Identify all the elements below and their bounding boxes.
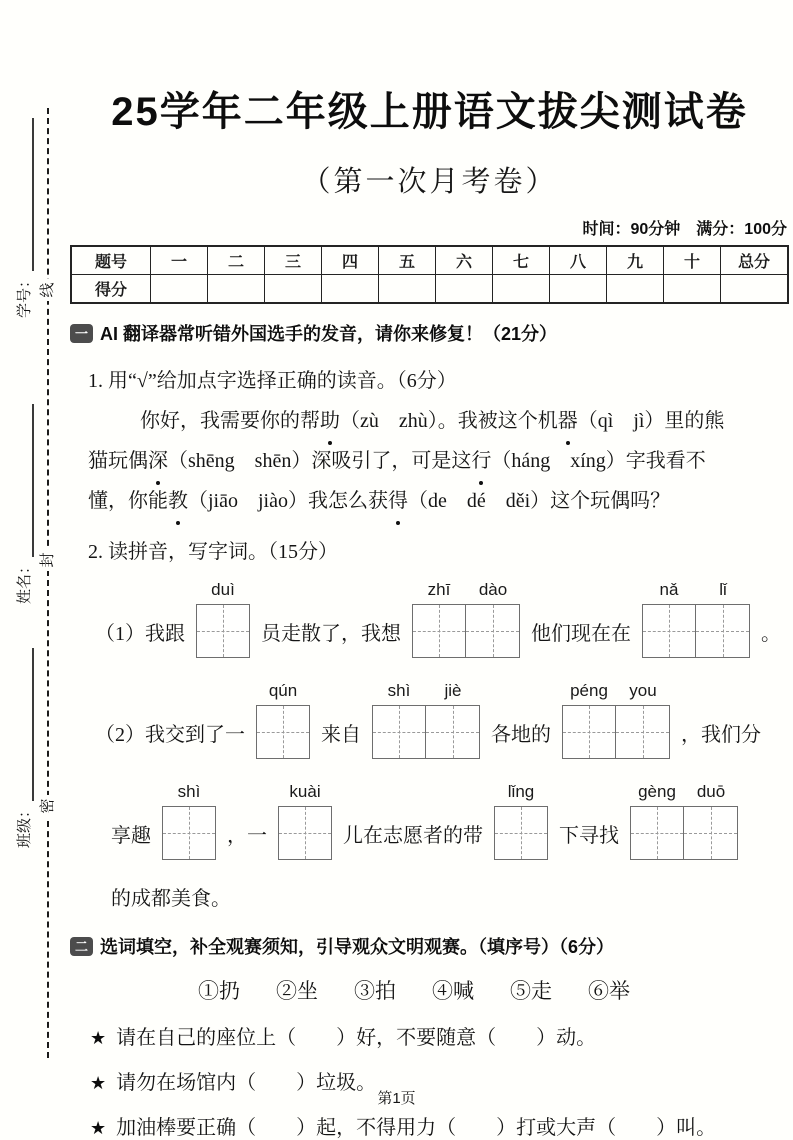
writing-boxes: [372, 705, 480, 759]
word-option: ③拍: [354, 979, 396, 1003]
writing-boxes: [494, 806, 548, 860]
row-text: 的成都美食。: [111, 888, 231, 910]
writing-box: [494, 806, 548, 860]
passage-text: 懂，你能: [88, 490, 168, 512]
score-cell: [493, 275, 550, 304]
class-label: 班级：: [16, 802, 33, 848]
word-option: ⑤走: [510, 979, 552, 1003]
writing-box: [372, 705, 426, 759]
field-student-id: [10, 118, 34, 318]
writing-boxes: [630, 806, 738, 860]
pinyin-label: [372, 681, 480, 701]
score-cell: [664, 275, 721, 304]
writing-boxes: [256, 705, 310, 759]
score-cell: [721, 275, 789, 304]
answer-box-group: [278, 782, 332, 860]
question-1-passage: [88, 401, 773, 521]
row-text: 下寻找: [559, 824, 619, 847]
pinyin-syllable: gèng: [638, 782, 676, 801]
pinyin-syllable: kuài: [289, 782, 321, 801]
section-two-badge: 二: [70, 937, 93, 956]
pinyin-row: [92, 681, 789, 759]
row-text: 员走散了，我想: [261, 622, 401, 645]
notice-bullet: [90, 1066, 789, 1095]
pinyin-row: [108, 782, 789, 860]
answer-box-group: [196, 580, 250, 658]
score-header-row: [71, 246, 788, 275]
row-text: 他们现在在: [531, 622, 631, 645]
word-option: ④喊: [432, 979, 474, 1003]
seal-char-secret: 密: [38, 795, 58, 817]
dotted-char: 深: [148, 441, 168, 481]
pinyin-label: [630, 782, 738, 802]
passage-text: （jiāo jiào）我怎么获: [188, 490, 388, 512]
passage-text: 猫玩偶: [88, 450, 148, 472]
score-cell: [436, 275, 493, 304]
section-two-title: 选词填空，补全观赛须知，引导观众文明观赛。（填序号）（6分）: [100, 937, 615, 957]
page-footer: 第1页: [377, 1090, 416, 1107]
writing-box: [642, 604, 696, 658]
section-two-header: [70, 933, 789, 959]
pinyin-label: [196, 580, 250, 600]
row-text: 。: [761, 622, 781, 645]
dotted-char: 行: [471, 441, 491, 481]
writing-box: [562, 705, 616, 759]
answer-box-group: [162, 782, 216, 860]
row-text: ，我们分: [681, 723, 761, 746]
pinyin-row: [108, 882, 789, 911]
word-option: ⑥举: [588, 979, 630, 1003]
passage-text: （qì jì）里的熊: [577, 410, 725, 432]
field-class: [10, 648, 34, 848]
score-cell: [379, 275, 436, 304]
student-id-blank: [8, 118, 34, 271]
pinyin-syllable: duō: [696, 782, 726, 801]
row-text: 享趣: [111, 824, 151, 847]
bullet-text: 加油棒要正确（ ）起，不得用力（ ）打或大声（ ）叫。: [116, 1117, 717, 1139]
student-name-blank: [8, 404, 34, 557]
passage-text: （háng xíng）字我看不: [491, 450, 706, 472]
score-column: 总分: [721, 246, 789, 275]
writing-box: [162, 806, 216, 860]
pinyin-syllable: lǐng: [507, 782, 535, 801]
pinyin-syllable: dào: [478, 580, 508, 599]
passage-line: [88, 401, 773, 441]
answer-box-group: [372, 681, 480, 759]
answer-box-group: [630, 782, 738, 860]
dotted-char: 器: [558, 401, 578, 441]
seal-char-seal: 封: [38, 549, 58, 571]
score-column: 六: [436, 246, 493, 275]
writing-boxes: [196, 604, 250, 658]
star-icon: ★: [90, 1073, 107, 1093]
question-2-label: 2. 读拼音，写字词。（15分）: [88, 541, 338, 563]
pinyin-syllable: lǐ: [719, 580, 727, 599]
writing-boxes: [642, 604, 750, 658]
writing-boxes: [412, 604, 520, 658]
student-name-label: 姓名：: [16, 558, 33, 604]
student-id-label: 学号：: [16, 272, 33, 318]
score-row-label: 得分: [71, 275, 151, 304]
pinyin-syllable: péng: [570, 681, 608, 700]
answer-box-group: [494, 782, 548, 860]
star-icon: ★: [90, 1118, 107, 1138]
score-cell: [550, 275, 607, 304]
seal-dashed-line: [47, 108, 49, 1058]
notice-bullet: [90, 1021, 789, 1050]
pinyin-row: [92, 580, 789, 658]
passage-text: （de dé děi）这个玩偶吗？: [407, 490, 671, 512]
section-one-badge: 一: [70, 324, 93, 343]
bullet-text: 请在自己的座位上（ ）好，不要随意（ ）动。: [116, 1027, 597, 1049]
word-option: ①扔: [198, 979, 240, 1003]
writing-box: [630, 806, 684, 860]
word-options: [198, 975, 789, 1005]
writing-box: [696, 604, 750, 658]
pinyin-syllable: shì: [387, 681, 411, 700]
pinyin-syllable: jiè: [444, 681, 462, 700]
page-title: 25学年二年级上册语文拔尖测试卷: [111, 90, 748, 134]
question-1-label: 1. 用“√”给加点字选择正确的读音。（6分）: [88, 370, 457, 392]
exam-meta: 时间：90分钟 满分：100分: [582, 221, 787, 238]
pinyin-label: [278, 782, 332, 802]
row-text: 儿在志愿者的带: [343, 824, 483, 847]
pinyin-syllable: you: [629, 681, 657, 700]
dotted-char: 教: [168, 481, 188, 521]
dotted-char: 助: [320, 401, 340, 441]
pinyin-write-area: [70, 580, 789, 911]
score-column: 七: [493, 246, 550, 275]
writing-box: [684, 806, 738, 860]
pinyin-syllable: qún: [268, 681, 298, 700]
word-option: ②坐: [276, 979, 318, 1003]
bullet-text: 请勿在场馆内（ ）垃圾。: [116, 1072, 377, 1094]
score-table: [70, 245, 789, 304]
pinyin-label: [494, 782, 548, 802]
score-cell: [208, 275, 265, 304]
score-column: 九: [607, 246, 664, 275]
writing-boxes: [562, 705, 670, 759]
passage-text: （zù zhù）。我被这个机: [340, 410, 558, 432]
seal-char-line: 线: [38, 279, 58, 301]
writing-box: [278, 806, 332, 860]
score-cell: [265, 275, 322, 304]
writing-boxes: [278, 806, 332, 860]
row-text: ，一: [227, 824, 267, 847]
score-column: 三: [265, 246, 322, 275]
score-cell: [322, 275, 379, 304]
passage-line: [88, 481, 773, 521]
page-subtitle: （第一次月考卷）: [301, 166, 558, 198]
writing-box: [196, 604, 250, 658]
dotted-char: 得: [388, 481, 408, 521]
field-student-name: [10, 404, 34, 604]
writing-box: [616, 705, 670, 759]
answer-box-group: [642, 580, 750, 658]
score-header-label: 题号: [71, 246, 151, 275]
score-value-row: [71, 275, 788, 304]
passage-text: 你好，我需要你的帮: [140, 410, 320, 432]
notice-bullets: [70, 1021, 789, 1140]
pinyin-label: [412, 580, 520, 600]
passage-line: [88, 441, 773, 481]
pinyin-label: [162, 782, 216, 802]
pinyin-label: [256, 681, 310, 701]
pinyin-syllable: zhī: [427, 580, 451, 599]
class-blank: [8, 648, 34, 801]
pinyin-syllable: nǎ: [659, 580, 679, 599]
writing-box: [256, 705, 310, 759]
section-one-title: AI 翻译器常听错外国选手的发音，请你来修复！（21分）: [100, 324, 558, 344]
score-column: 二: [208, 246, 265, 275]
section-one-header: [70, 320, 789, 346]
pinyin-syllable: shì: [177, 782, 201, 801]
exam-content: [70, 0, 789, 1140]
answer-box-group: [256, 681, 310, 759]
pinyin-label: [642, 580, 750, 600]
writing-box: [412, 604, 466, 658]
row-text: 来自: [321, 723, 361, 746]
score-cell: [607, 275, 664, 304]
writing-box: [426, 705, 480, 759]
score-column: 十: [664, 246, 721, 275]
row-text: （2）我交到了一: [95, 723, 245, 746]
row-text: （1）我跟: [95, 622, 185, 645]
pinyin-label: [562, 681, 670, 701]
score-column: 一: [151, 246, 208, 275]
answer-box-group: [562, 681, 670, 759]
passage-text: （shēng shēn）深吸引了，可是这: [168, 450, 472, 472]
score-column: 四: [322, 246, 379, 275]
pinyin-syllable: duì: [211, 580, 235, 599]
answer-box-group: [412, 580, 520, 658]
score-cell: [151, 275, 208, 304]
writing-boxes: [162, 806, 216, 860]
score-column: 八: [550, 246, 607, 275]
star-icon: ★: [90, 1028, 107, 1048]
score-column: 五: [379, 246, 436, 275]
row-text: 各地的: [491, 723, 551, 746]
notice-bullet: [90, 1111, 789, 1140]
writing-box: [466, 604, 520, 658]
